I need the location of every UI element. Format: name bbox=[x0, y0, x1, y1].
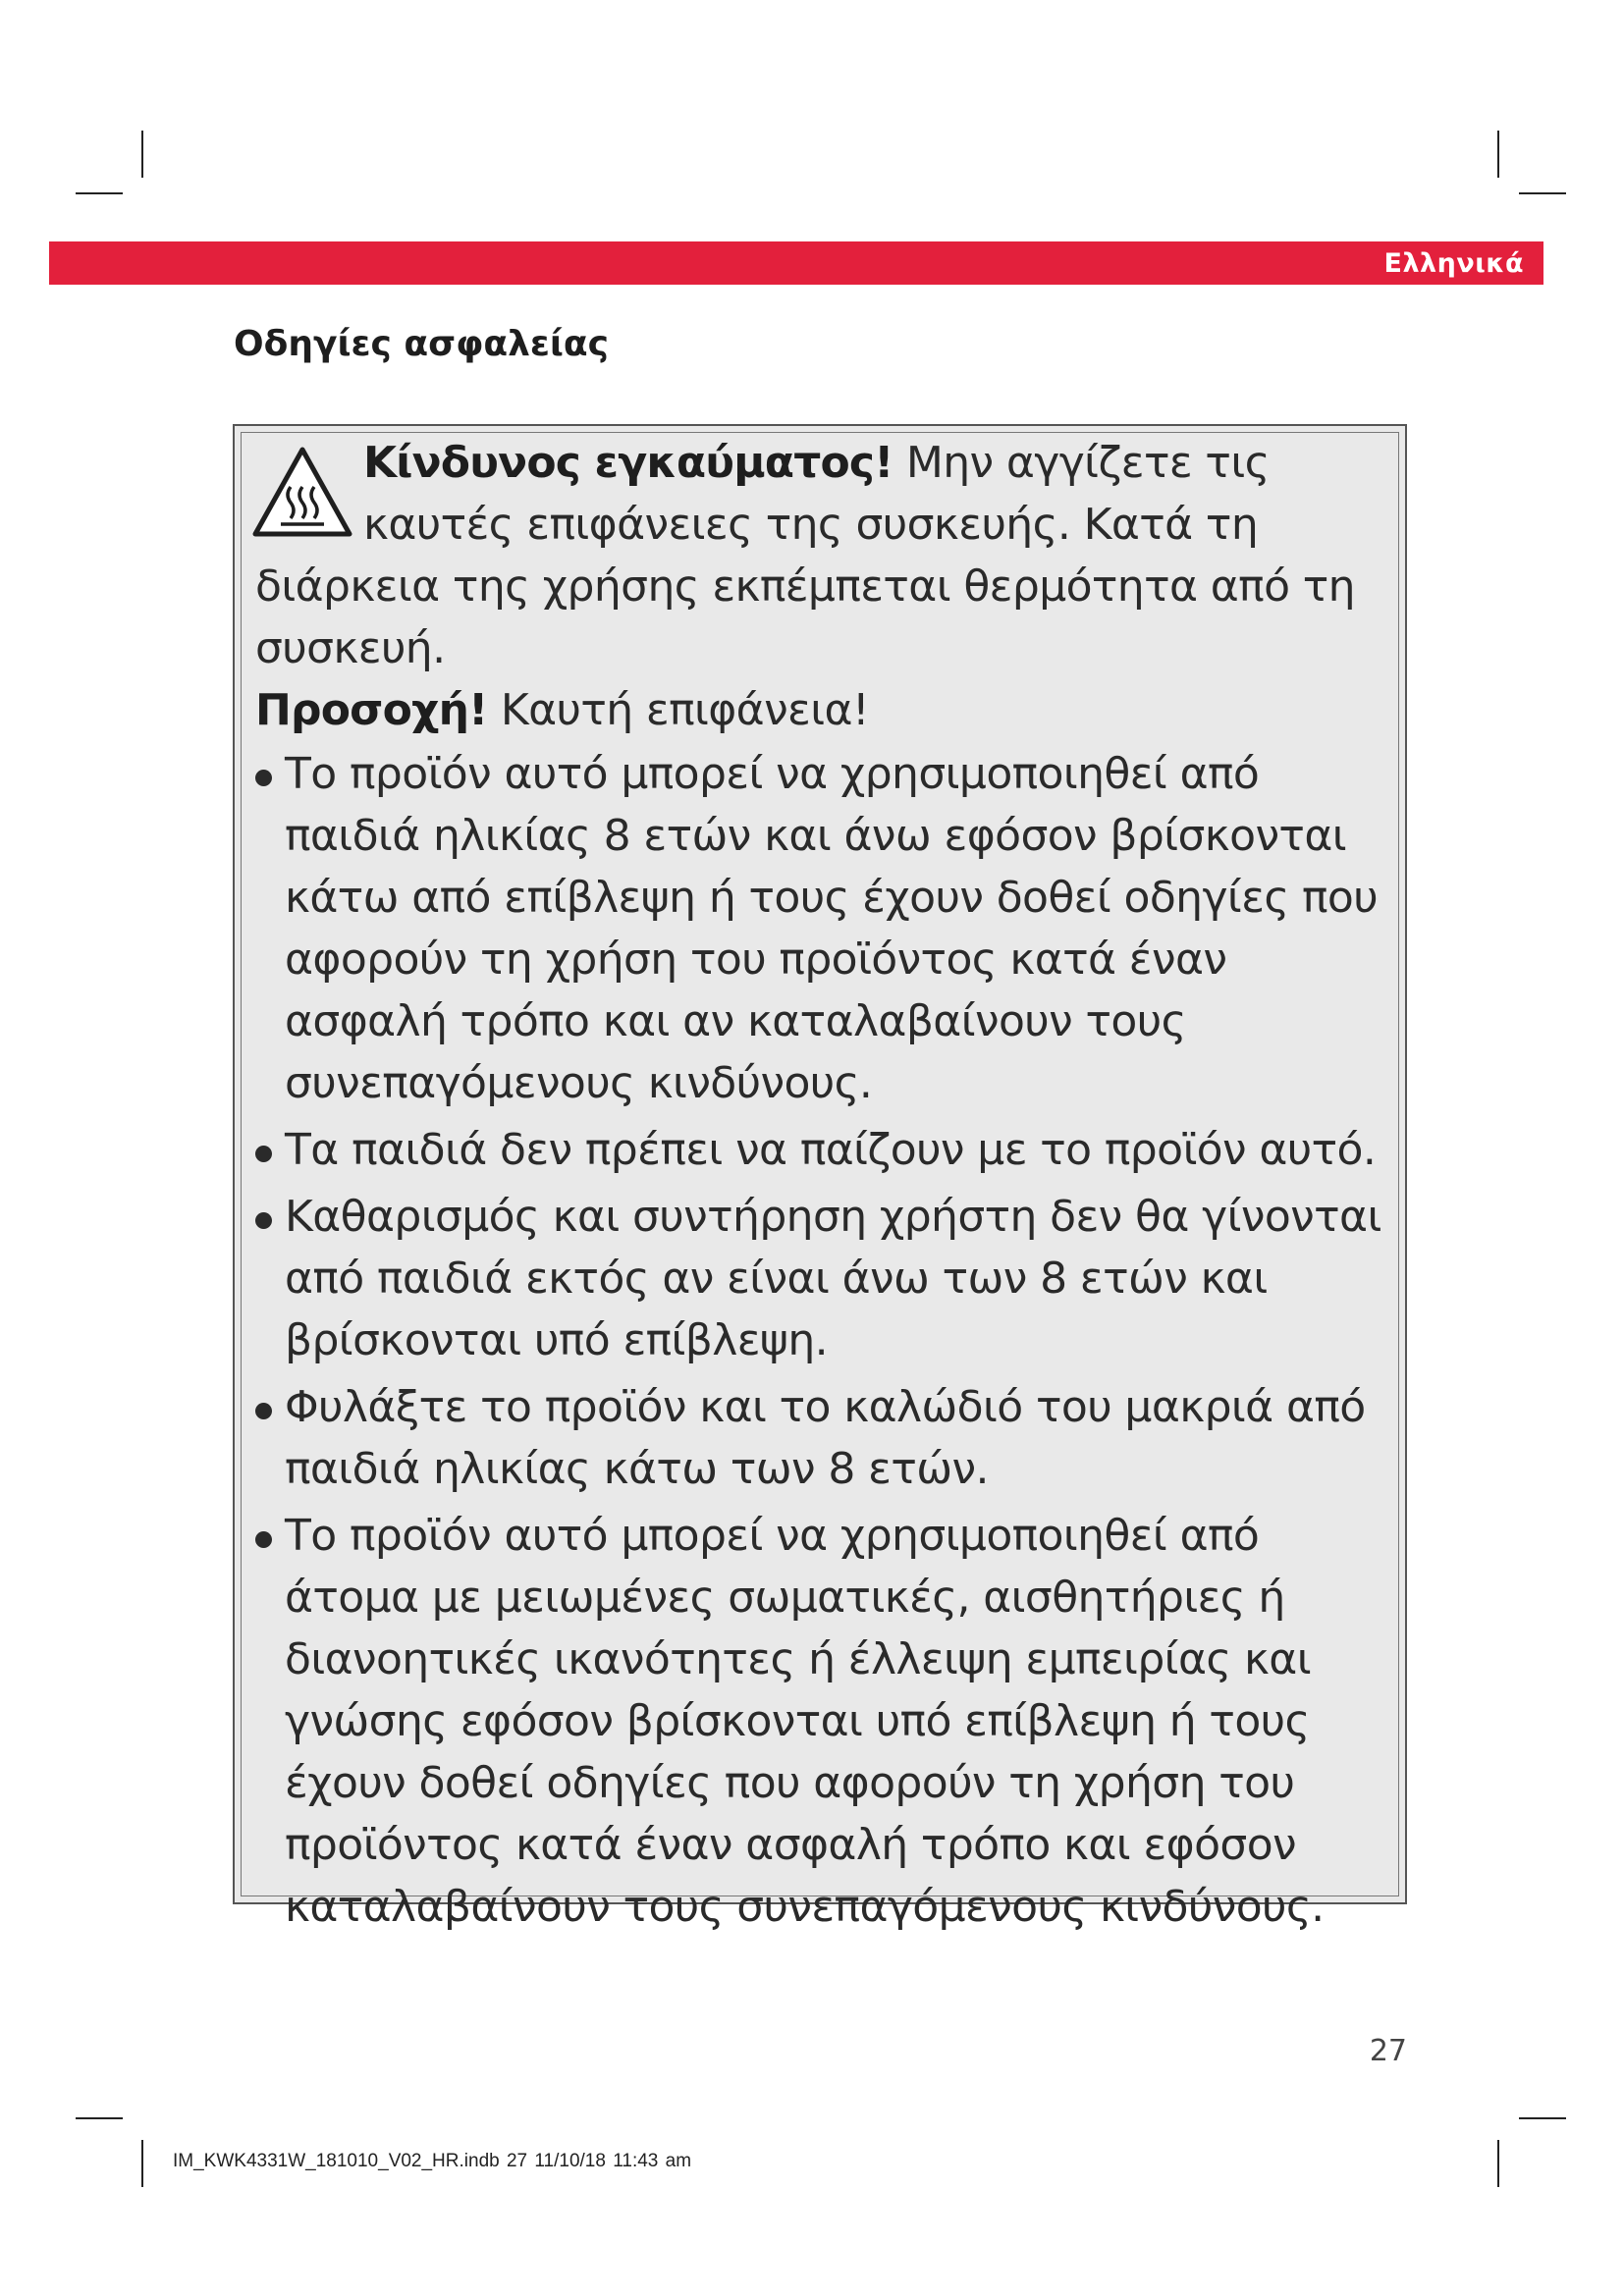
caution-paragraph bbox=[255, 679, 1384, 741]
crop-mark bbox=[141, 131, 143, 178]
list-item: Καθαρισμός και συντήρηση χρήστη δεν θα γίνονται από παιδιά εκτός αν είναι άνω των 8 ετών και βρίσκονται υπό επίβλεψη. bbox=[255, 1186, 1384, 1371]
section-title: Οδηγίες ασφαλείας bbox=[234, 324, 610, 364]
page-number: 27 bbox=[1369, 2034, 1407, 2068]
safety-bullet-list bbox=[255, 743, 1384, 1938]
safety-content bbox=[255, 432, 1384, 1943]
language-header-bar bbox=[49, 241, 1543, 285]
burn-warning-label: Κίνδυνος εγκαύματος! bbox=[363, 438, 893, 488]
language-label: Ελληνικά bbox=[1383, 247, 1524, 279]
safety-warning-box bbox=[233, 424, 1407, 1932]
print-slug: IM_KWK4331W_181010_V02_HR.indb 27 11/10/18 11:43 am bbox=[173, 2151, 692, 2171]
list-item: Φυλάξτε το προϊόν και το καλώδιό του μακριά από παιδιά ηλικίας κάτω των 8 ετών. bbox=[255, 1376, 1384, 1500]
list-item: Το προϊόν αυτό μπορεί να χρησιμοποιηθεί από άτομα με μειωμένες σωματικές, αισθητήριες ή διανοητικές ικανότητες ή έλλειψη εμπειρίας και γνώσης εφόσον βρίσκονται υπό επίβλεψη ή τους έχουν δοθεί οδηγίες που αφορούν τη χρήση του προϊόντος κατά έναν ασφαλή τρόπο και εφόσον καταλαβαίνουν τους συνεπαγόμενους κινδύνους. bbox=[255, 1505, 1384, 1938]
crop-mark bbox=[76, 192, 123, 194]
caution-label: Προσοχή! bbox=[255, 685, 488, 735]
crop-mark bbox=[1519, 192, 1566, 194]
crop-mark bbox=[76, 2117, 123, 2119]
crop-mark bbox=[1497, 2140, 1499, 2187]
crop-mark bbox=[1519, 2117, 1566, 2119]
list-item: Τα παιδιά δεν πρέπει να παίζουν με το προϊόν αυτό. bbox=[255, 1119, 1384, 1181]
warning-intro bbox=[255, 432, 1384, 741]
burn-warning-paragraph bbox=[255, 432, 1384, 679]
hot-surface-warning-icon bbox=[251, 444, 353, 542]
crop-mark bbox=[141, 2140, 143, 2187]
caution-text: Καυτή επιφάνεια! bbox=[500, 685, 869, 735]
list-item: Το προϊόν αυτό μπορεί να χρησιμοποιηθεί από παιδιά ηλικίας 8 ετών και άνω εφόσον βρίσκονται κάτω από επίβλεψη ή τους έχουν δοθεί οδηγίες που αφορούν τη χρήση του προϊόντος κατά έναν ασφαλή τρόπο και αν καταλαβαίνουν τους συνεπαγόμενους κινδύνους. bbox=[255, 743, 1384, 1114]
burn-warning-text: Μην αγγίζετε τις καυτές επιφάνειες της συσκευής. Κατά τη διάρκεια της χρήσης εκπέμπεται θερμότητα από τη συσκευή. bbox=[255, 438, 1355, 673]
crop-mark bbox=[1497, 131, 1499, 178]
